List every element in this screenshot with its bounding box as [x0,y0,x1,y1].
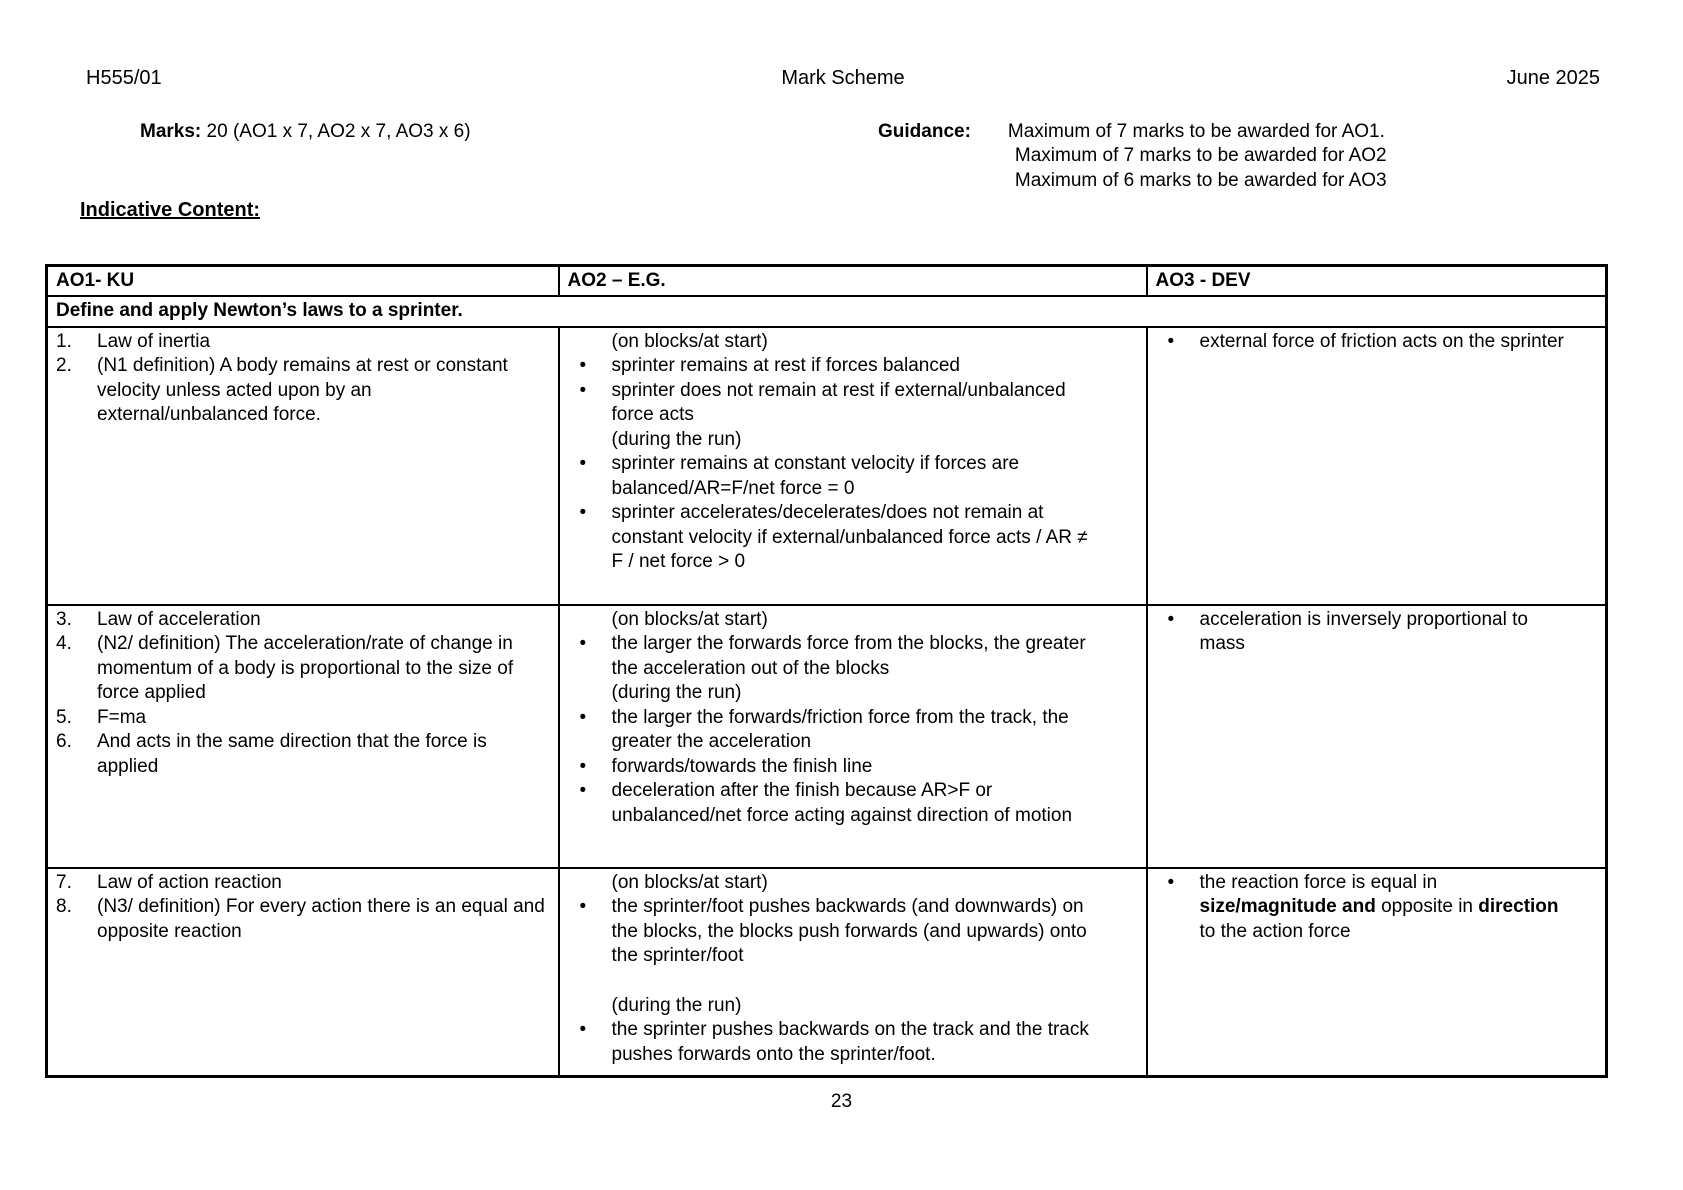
cell-ao1 [47,605,559,868]
bullet-marker: • [579,502,587,524]
list-item: • sprinter remains at rest if forces balanced [568,354,1101,379]
guidance-line: Maximum of 7 marks to be awarded for AO1. [1007,120,1385,142]
cell-ao2 [559,327,1147,605]
item-number: 3. [56,608,72,630]
marks-guidance-band [0,120,1683,198]
list-item: • the sprinter pushes backwards on the track and the track pushes forwards onto the sprinter/foot. [568,1018,1101,1067]
item-number: 7. [56,871,72,893]
table-header-row [47,265,1607,296]
list-item: • external force of friction acts on the sprinter [1156,330,1566,355]
list-item: 7. Law of action reaction [56,871,546,896]
table-row [47,605,1607,868]
item-number: 6. [56,731,72,753]
item-number: 2. [56,355,72,377]
bullet-marker: • [579,1019,587,1041]
question-text: Define and apply Newton’s laws to a sprinter. [47,296,1607,327]
bullet-marker: • [579,896,587,918]
list-item: 1. Law of inertia [56,330,546,355]
context-label: (on blocks/at start) [611,330,768,352]
guidance-line: Maximum of 6 marks to be awarded for AO3 [1014,169,1387,191]
list-item: 8. (N3/ definition) For every action there is an equal and opposite reaction [56,895,546,944]
cell-ao2 [559,605,1147,868]
cell-ao1 [47,868,559,1077]
item-number: 1. [56,330,72,352]
list-item: • the larger the forwards/friction force from the track, the greater the acceleration [568,706,1101,755]
cell-ao3 [1147,605,1607,868]
guidance-line: Maximum of 7 marks to be awarded for AO2 [1014,145,1387,167]
list-item: 6. And acts in the same direction that the force is applied [56,730,546,779]
spacer [568,969,1101,994]
bullet-marker: • [1167,608,1175,630]
context-label: (during the run) [611,994,742,1016]
marks-label: Marks: [140,120,202,142]
column-header-ao2: AO2 – E.G. [559,265,1147,296]
doc-code: H555/01 [86,67,162,89]
cell-ao3 [1147,868,1607,1077]
guidance-block [878,120,1387,194]
bullet-marker: • [1167,330,1175,352]
context-label: (on blocks/at start) [611,608,768,630]
table-row [47,868,1607,1077]
cell-ao3 [1147,327,1607,605]
bullet-marker: • [579,355,587,377]
list-item: 3. Law of acceleration [56,608,546,633]
list-item: • the reaction force is equal in size/magnitude and opposite in direction to the action force [1156,871,1566,945]
context-label: (during the run) [611,428,742,450]
indicative-content-heading: Indicative Content: [80,198,261,221]
bullet-marker: • [579,453,587,475]
marks-line [140,120,471,145]
list-item: • forwards/towards the finish line [568,755,1101,780]
list-item: • acceleration is inversely proportional to mass [1156,608,1566,657]
doc-title: Mark Scheme [781,67,905,89]
bullet-marker: • [579,379,587,401]
list-item: 2. (N1 definition) A body remains at rest or constant velocity unless acted upon by an external/unbalanced force. [56,354,546,428]
guidance-lines [1008,120,1387,194]
context-label: (on blocks/at start) [611,871,768,893]
context-label: (during the run) [611,682,742,704]
list-item: 4. (N2/ definition) The acceleration/rate of change in momentum of a body is proportional to the size of force applied [56,632,546,706]
guidance-label: Guidance: [878,120,971,142]
table-row [47,327,1607,605]
bullet-marker: • [579,780,587,802]
column-header-ao1: AO1- KU [47,265,559,296]
list-item: • sprinter accelerates/decelerates/does not remain at constant velocity if external/unbalanced force acts / AR ≠ F / net force > 0 [568,501,1101,575]
mark-scheme-table [45,264,1608,1078]
bullet-marker: • [579,755,587,777]
bullet-marker: • [579,706,587,728]
item-number: 4. [56,633,72,655]
list-item: • the larger the forwards force from the blocks, the greater the acceleration out of the blocks [568,632,1101,681]
question-row [47,296,1607,327]
bullet-marker: • [579,633,587,655]
cell-ao1 [47,327,559,605]
item-number: 5. [56,706,72,728]
list-item: • the sprinter/foot pushes backwards (and downwards) on the blocks, the blocks push forwards (and upwards) onto the sprinter/foot [568,895,1101,969]
column-header-ao3: AO3 - DEV [1147,265,1607,296]
list-item: • sprinter remains at constant velocity if forces are balanced/AR=F/net force = 0 [568,452,1101,501]
page-number: 23 [830,1090,853,1112]
marks-value: 20 (AO1 x 7, AO2 x 7, AO3 x 6) [206,120,471,142]
list-item: • sprinter does not remain at rest if external/unbalanced force acts [568,379,1101,428]
list-item: 5. F=ma [56,706,546,731]
document-header [0,0,1683,92]
doc-date: June 2025 [1506,67,1601,89]
list-item: • deceleration after the finish because AR>F or unbalanced/net force acting against direction of motion [568,779,1101,828]
item-number: 8. [56,896,72,918]
cell-ao2 [559,868,1147,1077]
bullet-marker: • [1167,871,1175,893]
